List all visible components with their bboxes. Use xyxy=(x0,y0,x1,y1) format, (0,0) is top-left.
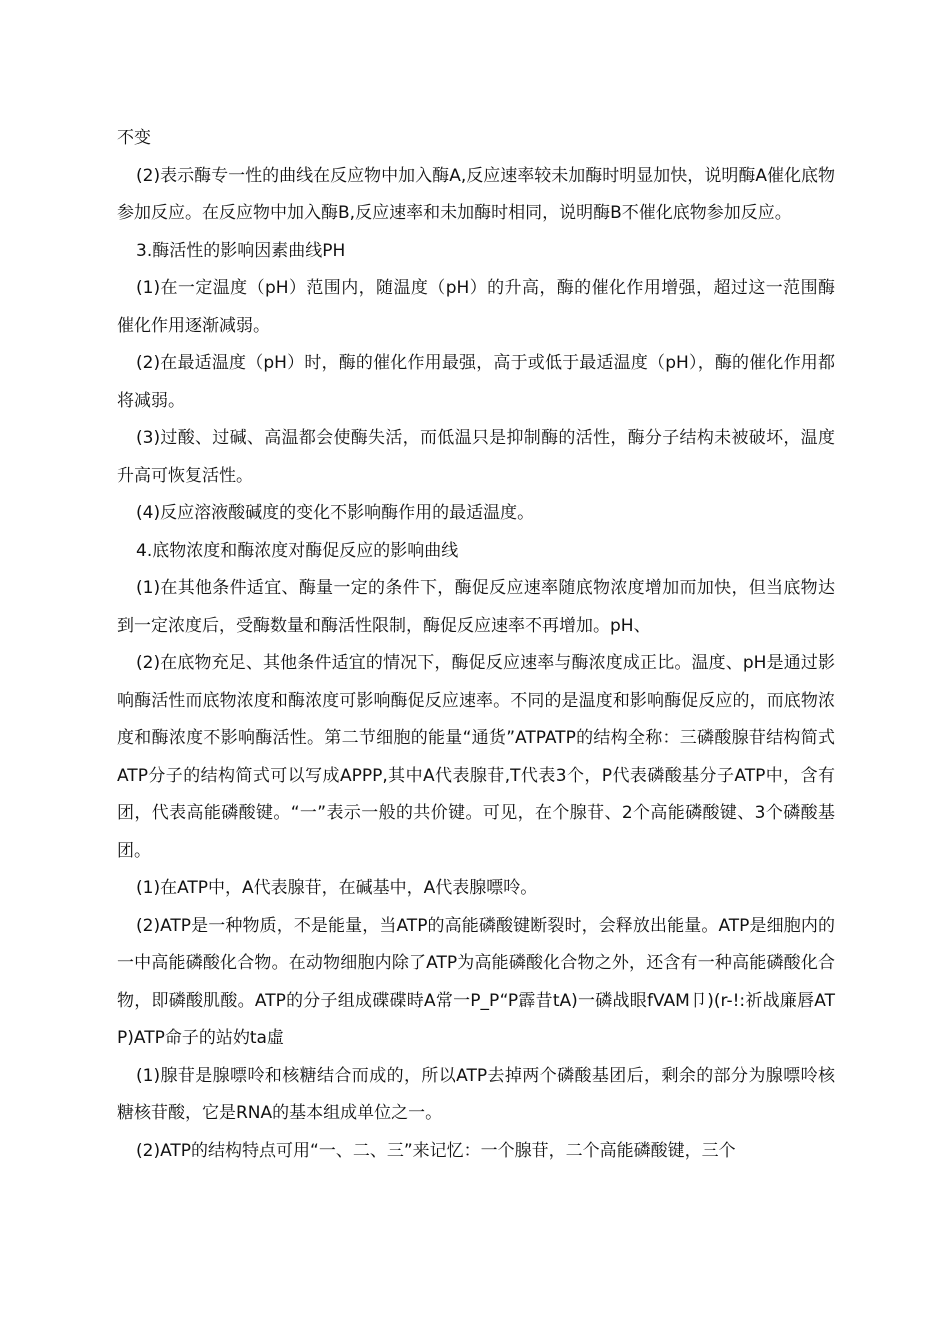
paragraph-atp-energy: (2)ATP是一种物质，不是能量，当ATP的高能磷酸键断裂时，会释放出能量。ATP是细胞内的一中高能磷酸化合物。在动物细胞内除了ATP为高能磷酸化合物之外，还含有一种高能磷酸化合物，即磷酸肌酸。ATP的分子组成碟碟時A常一P_P“P霹昔tA)一磷战眼fVAM卩)(r-!:祈战廉唇ATP)ATP命子的站妁ta虛 xyxy=(117,915,835,1048)
heading-activity-factors: 3.酶活性的影响因素曲线PH xyxy=(136,240,346,261)
paragraph-enzyme-concentration: (2)在底物充足、其他条件适宜的情况下，酶促反应速率与酶浓度成正比。温度、pH是通过影响酶活性而底物浓度和酶浓度可影响酶促反应速率。不同的是温度和影响酶促反应的，而底物浓度和酶浓度不影响酶活性。第二节细胞的能量“通货”ATPATP的结构全称：三磷酸腺苷结构简式ATP分子的结构简式可以写成APPP,其中A代表腺苷,T代表3个，P代表磷酸基分子ATP中，含有团，代表高能磷酸键。“一”表示一般的共价键。可见，在个腺苷、2个高能磷酸键、3个磷酸基团。 xyxy=(117,653,835,861)
paragraph-ph-effect: (4)反应溶液酸碱度的变化不影响酶作用的最适温度。 xyxy=(136,503,535,523)
paragraph-adenosine-composition: (1)腺苷是腺嘌呤和核糖结合而成的，所以ATP去掉两个磷酸基团后，剩余的部分为腺嘌呤核糖核苷酸，它是RNA的基本组成单位之一。 xyxy=(117,1065,835,1123)
paragraph-inactivation: (3)过酸、过碱、高温都会使酶失活，而低温只是抑制酶的活性，酶分子结构未被破坏，温度升高可恢复活性。 xyxy=(117,428,835,486)
document-body xyxy=(117,120,835,1170)
paragraph-continuation: 不变 xyxy=(117,128,151,148)
heading-substrate-concentration: 4.底物浓度和酶浓度对酶促反应的影响曲线 xyxy=(136,540,459,561)
paragraph-enzyme-specificity: (2)表示酶专一性的曲线在反应物中加入酶A,反应速率较未加酶时明显加快，说明酶A催化底物参加反应。在反应物中加入酶B,反应速率和未加酶时相同，说明酶B不催化底物参加反应。 xyxy=(117,165,835,223)
paragraph-optimal-temperature: (2)在最适温度（pH）时，酶的催化作用最强，高于或低于最适温度（pH），酶的催化作用都将减弱。 xyxy=(117,353,835,411)
paragraph-temperature-range: (1)在一定温度（pH）范围内，随温度（pH）的升高，酶的催化作用增强，超过这一范围酶催化作用逐渐减弱。 xyxy=(117,278,835,336)
paragraph-atp-structure-memory: (2)ATP的结构特点可用“一、二、三”来记忆：一个腺苷，二个高能磷酸键，三个 xyxy=(136,1140,736,1161)
paragraph-atp-adenosine: (1)在ATP中，A代表腺苷，在碱基中，A代表腺嘌呤。 xyxy=(136,878,538,898)
paragraph-substrate-rate: (1)在其他条件适宜、酶量一定的条件下，酶促反应速率随底物浓度增加而加快，但当底物达到一定浓度后，受酶数量和酶活性限制，酶促反应速率不再增加。pH、 xyxy=(117,578,835,636)
